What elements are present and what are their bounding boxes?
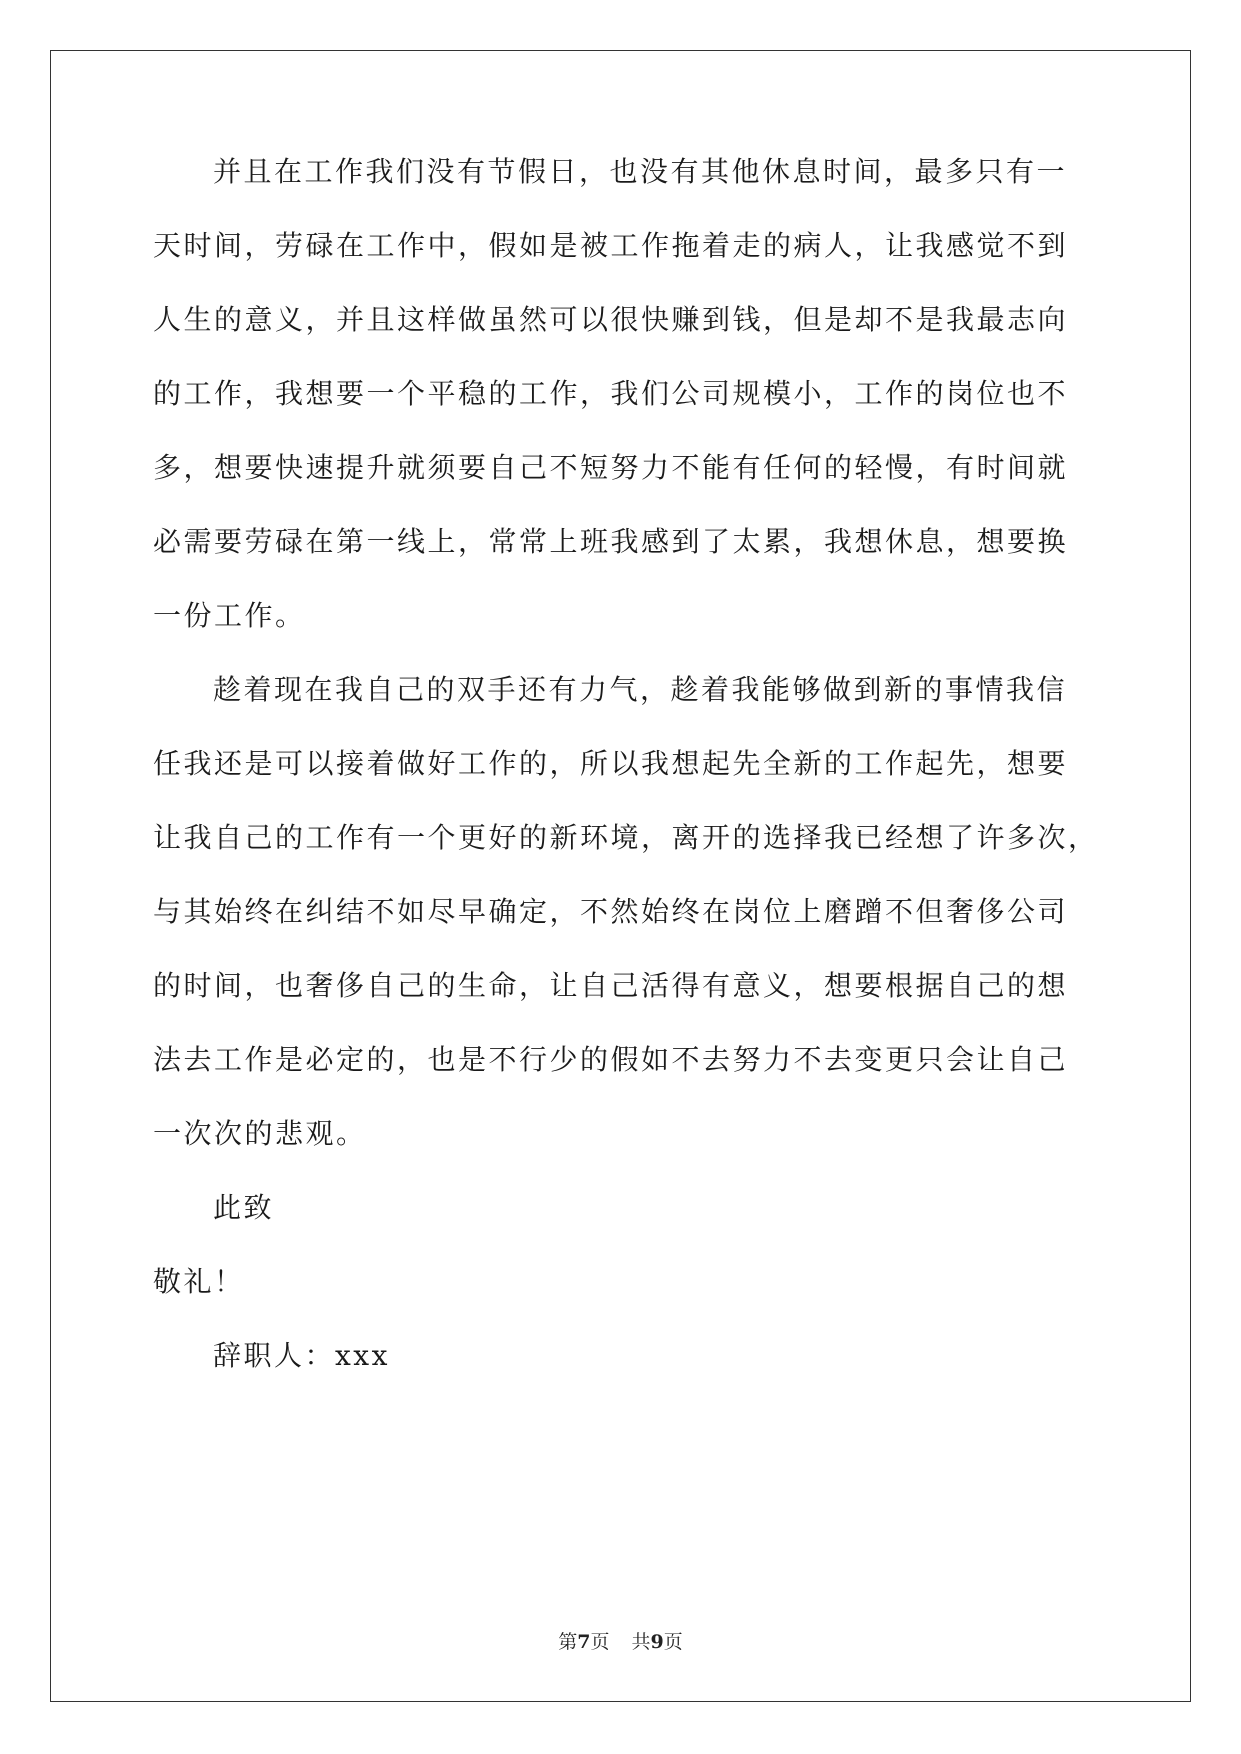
closing-text: 此致: [213, 1191, 275, 1224]
salute-text: 敬礼！: [153, 1265, 245, 1298]
total-suffix: 页: [663, 1631, 683, 1653]
paragraph-1-line-3: 人生的意义，并且这样做虽然可以很快赚到钱，但是却不是我最志向: [153, 303, 1069, 336]
paragraph-1-line-6: 必需要劳碌在第一线上，常常上班我感到了太累，我想休息，想要换: [153, 525, 1069, 558]
paragraph-1-line-2: 天时间，劳碌在工作中，假如是被工作拖着走的病人，让我感觉不到: [153, 229, 1069, 262]
total-prefix: 共: [631, 1631, 651, 1653]
paragraph-2-line-5: 的时间，也奢侈自己的生命，让自己活得有意义，想要根据自己的想: [153, 969, 1069, 1002]
paragraph-2-line-6: 法去工作是必定的，也是不行少的假如不去努力不去变更只会让自己: [153, 1043, 1069, 1076]
paragraph-1-line-4: 的工作，我想要一个平稳的工作，我们公司规模小，工作的岗位也不: [153, 377, 1069, 410]
paragraph-2-line-1: 趁着现在我自己的双手还有力气，趁着我能够做到新的事情我信: [213, 673, 1068, 706]
paragraph-2-line-3: 让我自己的工作有一个更好的新环境，离开的选择我已经想了许多次，: [153, 821, 1099, 854]
page-border: [50, 50, 1191, 1702]
page-current: 7: [577, 1631, 591, 1653]
paragraph-2-line-2: 任我还是可以接着做好工作的，所以我想起先全新的工作起先，想要: [153, 747, 1069, 780]
paragraph-1-line-7: 一份工作。: [153, 599, 306, 632]
paragraph-1-line-1: 并且在工作我们没有节假日，也没有其他休息时间，最多只有一: [213, 155, 1068, 188]
paragraph-1-line-5: 多，想要快速提升就须要自己不短努力不能有任何的轻慢，有时间就: [153, 451, 1069, 484]
page-suffix: 页: [590, 1631, 610, 1653]
paragraph-2-line-7: 一次次的悲观。: [153, 1117, 367, 1150]
signature-text: 辞职人：xxx: [213, 1339, 390, 1372]
page-total: 9: [650, 1631, 664, 1653]
page-number-footer: [0, 1630, 1241, 1654]
paragraph-2-line-4: 与其始终在纠结不如尽早确定，不然始终在岗位上磨蹭不但奢侈公司: [153, 895, 1069, 928]
page-prefix: 第: [558, 1631, 578, 1653]
